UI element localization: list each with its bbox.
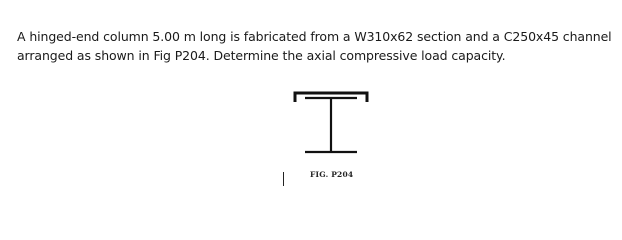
wide-flange-section <box>305 98 357 152</box>
column-section-figure <box>293 88 369 158</box>
text-cursor <box>283 172 284 186</box>
problem-statement: A hinged-end column 5.00 m long is fabricated from a W310x62 section and a C250x45 channel arranged as shown in Fig P204. Determine the axial compressive load capacity. <box>17 29 612 63</box>
figure-caption: FIG. P204 <box>310 170 354 179</box>
